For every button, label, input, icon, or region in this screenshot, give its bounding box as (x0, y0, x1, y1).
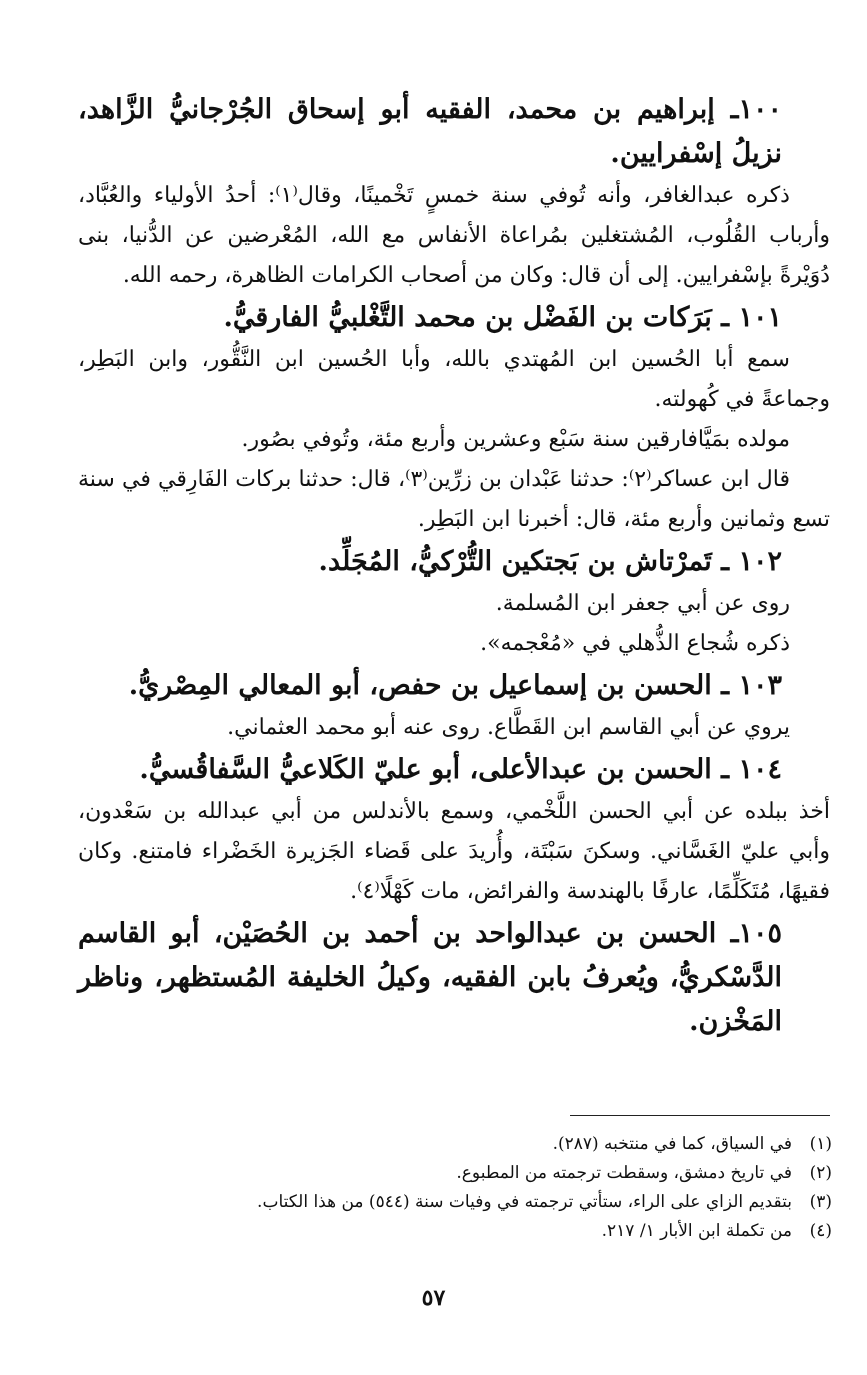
entry-paragraph: مولده بمَيَّافارقين سنة سَبْع وعشرين وأربع مئة، وتُوفي بصُور. (241, 427, 790, 452)
footnote-number: (٣) (809, 1192, 832, 1212)
footnote-text: في السياق، كما في منتخبه (٢٨٧). (552, 1134, 792, 1154)
entry-paragraph: روى عن أبي جعفر ابن المُسلمة. (495, 591, 790, 616)
footnote-item (100, 1217, 832, 1246)
footnote-divider (570, 1115, 830, 1116)
entry-heading-101: ١٠١ ـ بَرَكات بن الفَضْل بن محمد التَّغْلبيُّ الفارقيُّ. (223, 302, 782, 333)
footnote-item (100, 1159, 832, 1188)
entry-paragraph: يروي عن أبي القاسم ابن القَطَّاع. روى عنه أبو محمد العثماني. (227, 715, 790, 740)
entry-heading-105: ١٠٥ـ الحسن بن عبدالواحد بن أحمد بن الحُصَيْن، أبو القاسم الدَّسْكريُّ، ويُعرفُ بابن الفقيه، وكيلُ الخليفة المُستظهر، وناظر المَخْزن. (78, 918, 782, 1037)
footnote-text: من تكملة ابن الأبار ١/ ٢١٧. (601, 1221, 792, 1241)
entry-paragraph: أخذ ببلده عن أبي الحسن اللَّخْمي، وسمع بالأندلس من أبي عبدالله بن سَعْدون، وأبي عليّ الغَسَّاني. وسكنَ سَبْتَة، وأُريدَ على قَضاء الجَزيرة الخَضْراء فامتنع. وكان فقيهًا، مُتَكَلِّمًا، عارفًا بالهندسة والفرائض، مات كَهْلًا⁽٤⁾. (78, 799, 830, 904)
footnote-item (100, 1188, 832, 1217)
main-text (78, 88, 830, 1044)
entry-heading-102: ١٠٢ ـ تَمرْتاش بن بَجتكين التُّرْكيُّ، المُجَلِّد. (318, 546, 782, 577)
footnote-item (100, 1130, 832, 1159)
footnote-text: في تاريخ دمشق، وسقطت ترجمته من المطبوع. (456, 1163, 792, 1183)
entry-heading-100: ١٠٠ـ إبراهيم بن محمد، الفقيه أبو إسحاق الجُرْجانيُّ الزَّاهد، نزيلُ إسْفرايين. (78, 94, 782, 169)
entry-heading-103: ١٠٣ ـ الحسن بن إسماعيل بن حفص، أبو المعالي المِصْريُّ. (128, 670, 782, 701)
entry-paragraph: ذكره عبدالغافر، وأنه تُوفي سنة خمسٍ تَخْمينًا، وقال⁽١⁾: أحدُ الأولياء والعُبَّاد، وأرباب القُلُوب، المُشتغلين بمُراعاة الأنفاس مع الله، المُعْرضين عن الدُّنيا، بنى دُوَيْرةً بإسْفرايين. إلى أن قال: وكان من أصحاب الكرامات الظاهرة، رحمه الله. (78, 183, 830, 288)
entry-paragraph: سمع أبا الحُسين ابن المُهتدي بالله، وأبا الحُسين ابن النَّقُّور، وابن البَطِر، وجماعةً في كُهولته. (78, 347, 830, 412)
footnote-number: (١) (809, 1134, 832, 1154)
page-number: ٥٧ (421, 1285, 446, 1311)
footnotes (100, 1130, 832, 1246)
footnote-text: بتقديم الزاي على الراء، ستأتي ترجمته في وفيات سنة (٥٤٤) من هذا الكتاب. (257, 1192, 792, 1212)
entry-heading-104: ١٠٤ ـ الحسن بن عبدالأعلى، أبو عليّ الكَلاعيُّ السَّفاقُسيُّ. (139, 754, 782, 785)
footnote-number: (٢) (809, 1163, 832, 1183)
entry-paragraph: قال ابن عساكر⁽٢⁾: حدثنا عَبْدان بن زرِّين⁽٣⁾، قال: حدثنا بركات الفَارِقي في سنة تسع وثمانين وأربع مئة، قال: أخبرنا ابن البَطِر. (78, 467, 830, 532)
entry-paragraph: ذكره شُجاع الذُّهلي في «مُعْجمه». (480, 631, 790, 656)
footnote-number: (٤) (809, 1221, 832, 1241)
